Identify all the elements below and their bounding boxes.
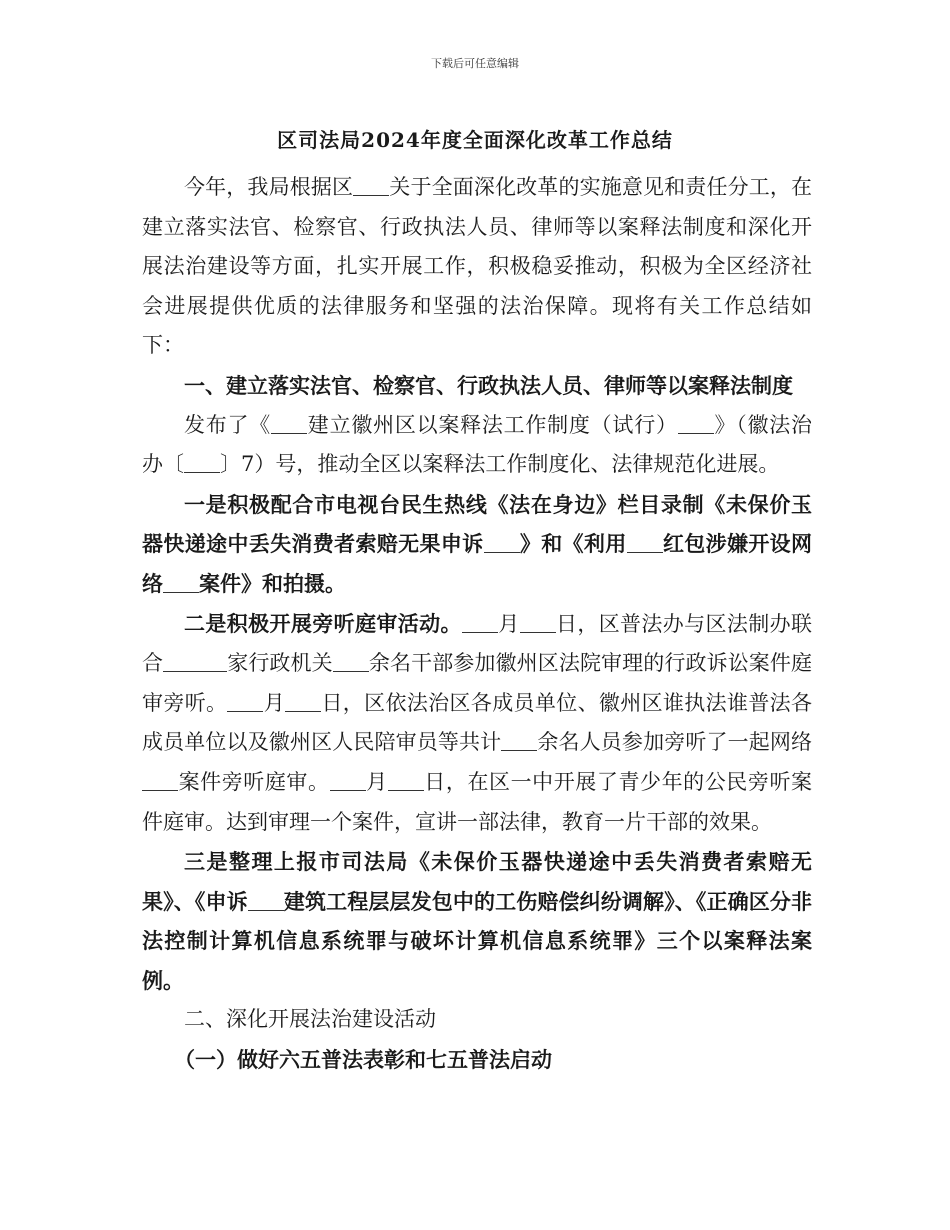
blank-line xyxy=(163,571,199,593)
paragraph-yi: 一是积极配合市电视台民生热线《法在身边》栏目录制《未保价玉器快递途中丢失消费者索赔无果申诉 》和《利用 红包涉嫌开设网络 案件》和拍摄。 xyxy=(142,491,813,596)
blank-line xyxy=(271,412,307,434)
paragraph-san: 三是整理上报市司法局《未保价玉器快递途中丢失消费者索赔无果》、《申诉 建筑工程层层发包中的工伤赔偿纠纷调解》、《正确区分非法控制计算机信息系统罪与破坏计算机信息系统罪》三个以案释法案例。 xyxy=(142,849,812,993)
document-title: 区司法局2024年度全面深化改革工作总结 xyxy=(277,128,673,152)
document-body xyxy=(142,168,812,1080)
blank-line xyxy=(388,769,424,791)
blank-line xyxy=(484,531,520,553)
section-2-heading: 二、深化开展法治建设活动 xyxy=(184,1007,436,1032)
section-1-heading: 一、建立落实法官、检察官、行政执法人员、律师等以案释法制度 xyxy=(184,372,793,398)
blank-line xyxy=(184,451,220,473)
blank-line xyxy=(163,650,227,672)
blank-line xyxy=(627,531,663,553)
blank-line xyxy=(520,611,556,633)
subsection-1-heading: （一）做好六五普法表彰和七五普法启动 xyxy=(174,1047,552,1073)
blank-line xyxy=(227,690,263,712)
page-header: 下载后可任意编辑 xyxy=(431,57,519,70)
blank-line xyxy=(142,769,178,791)
blank-line xyxy=(285,690,321,712)
paragraph-fabu: 发布了《 建立徽州区以案释法工作制度（试行） 》（徽法治办〔 〕7）号，推动全区以案释法工作制度化、法律规范化进展。 xyxy=(142,412,813,477)
blank-line xyxy=(678,412,714,434)
blank-line xyxy=(353,174,389,196)
blank-line xyxy=(462,611,498,633)
intro-paragraph: 今年，我局根据区 关于全面深化改革的实施意见和责任分工，在建立落实法官、检察官、行政执法人员、律师等以案释法制度和深化开展法治建设等方面，扎实开展工作，积极稳妥推动，积极为全区经济社会进展提供优质的法律服务和坚强的法治保障。现将有关工作总结如下： xyxy=(142,175,813,358)
blank-line xyxy=(501,729,537,751)
blank-line xyxy=(330,769,366,791)
blank-line xyxy=(333,650,369,672)
blank-line xyxy=(248,889,284,911)
paragraph-er: 二是积极开展旁听庭审活动。 月 日，区普法办与区法制办联合 家行政机关 余名干部参加徽州区法院审理的行政诉讼案件庭审旁听。 月 日，区依法治区各成员单位、徽州区谁执法谁普法各成员单位以及徽州区人民陪审员等共计 余名人员参加旁听了一起网络案件旁听庭审。 月 日，在区一中开展了青少年的公民旁听案件庭审。达到审理一个案件，宣讲一部法律，教育一片干部的效果。 xyxy=(142,610,813,834)
